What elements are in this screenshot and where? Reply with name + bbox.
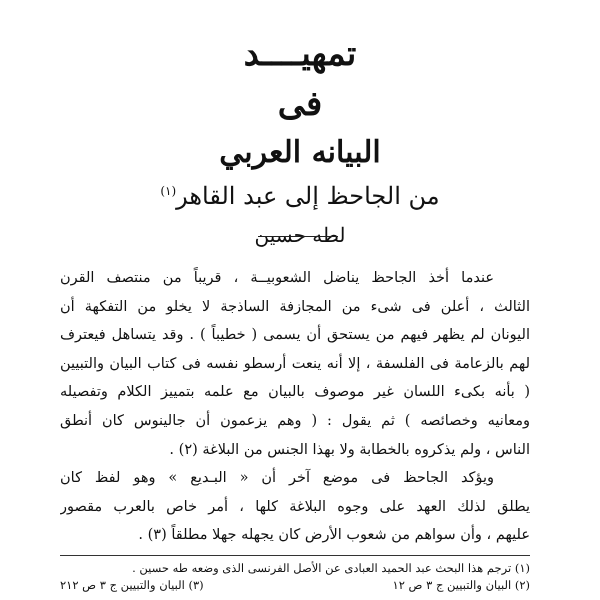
footnote-row-2 xyxy=(60,577,530,594)
body-line-5: ( بأنه بكىء اللسان غير موصوف بالبيان مع علمه بتمييز الكلام وتفصيله xyxy=(60,384,530,401)
body-line-3: اليونان لم يظهر فيهم من يستحق أن يسمى ( خطيباً ) . وقد يتساهل فيعترف xyxy=(60,327,530,344)
footnote-divider xyxy=(60,555,530,556)
body-line-6: ومعانيه وخصائصه ) ثم يقول : ( وهم يزعمون أن جالينوس كان أنطق xyxy=(60,412,530,429)
body-paragraphs xyxy=(60,264,530,550)
footnotes xyxy=(60,560,530,594)
body-line-9: يطلق لذلك العهد على وجوه البلاغة كلها ، أمر خاص بالعرب مقصور xyxy=(60,498,530,515)
author-underline xyxy=(258,236,338,237)
body-line-8: ويؤكد الجاحظ فى موضع آخر أن « البـديع » وهو لفظ كان xyxy=(60,470,494,487)
subtitle-text: من الجاحظ إلى عبد القاهر xyxy=(176,182,440,210)
title-fi: فى xyxy=(277,84,323,124)
title-arabic-rhetoric: البيانه العربي xyxy=(219,135,381,170)
subtitle-footnote-marker: (١) xyxy=(160,184,177,198)
body-line-1: عندما أخذ الجاحظ يناضل الشعوبيــة ، قريباً من منتصف القرن xyxy=(60,270,494,286)
body-line-2: الثالث ، أعلن فى شىء من المجازفة الساذجة لا يخلو من التفكهة أن xyxy=(60,298,530,315)
subtitle xyxy=(0,176,600,211)
body-line-4: لهم بالزعامة فى الفلسفة ، إلا أنه ينعت أرسطو نفسه فى كتاب البيان والتبيين xyxy=(60,355,530,372)
footnote-3: (٣) البيان والتبيين ج ٣ ص ٢١٢ xyxy=(60,578,204,592)
body-line-7: الناس ، ولم يذكروه بالخطابة ولا بهذا الجنس من البلاغة (٢) . xyxy=(169,441,530,458)
footnote-2: (٢) البيان والتبيين ج ٣ ص ١٢ xyxy=(392,578,530,592)
title-tamhid: تمهيــــد xyxy=(243,34,357,74)
body-line-10: عليهم ، وأن سواهم من شعوب الأرض كان يجهله جهلا مطلقاً (٣) . xyxy=(138,527,530,544)
footnote-1: (١) ترجم هذا البحث عبد الحميد العبادى عن الأصل الفرنسى الذى وضعه طه حسين . xyxy=(132,561,530,575)
author-name: لطه حسين xyxy=(254,223,346,247)
